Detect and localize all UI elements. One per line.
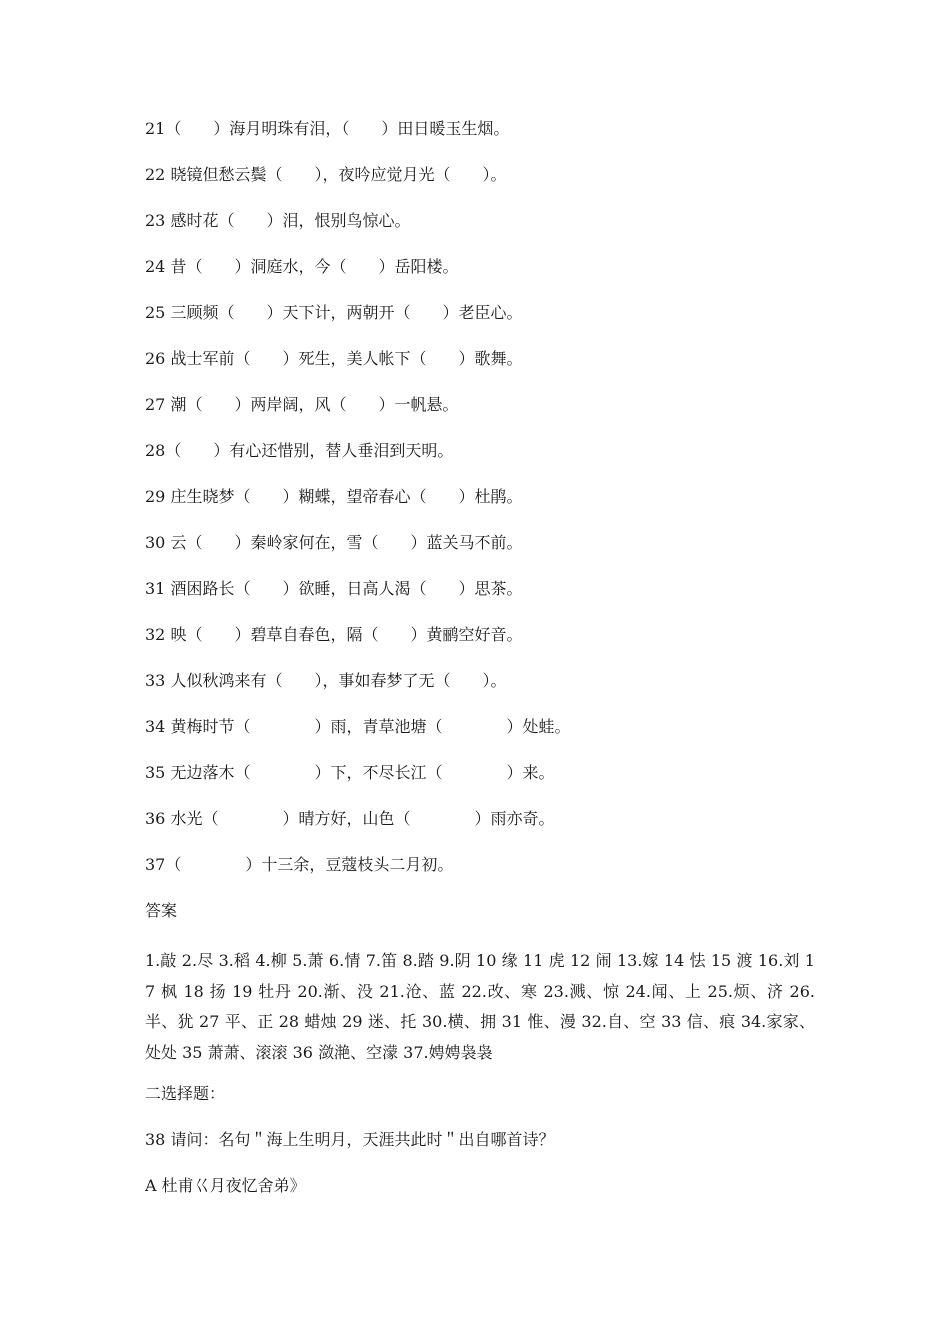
question-24: 24 昔（ ）洞庭水，今（ ）岳阳楼。 <box>145 257 459 276</box>
question-32: 32 映（ ）碧草自春色，隔（ ）黄鹂空好音。 <box>145 625 523 644</box>
question-27: 27 潮（ ）两岸阔，风（ ）一帆悬。 <box>145 395 459 414</box>
answers-heading: 答案 <box>145 901 178 920</box>
answers-paragraph: 1.敲 2.尽 3.稻 4.柳 5.萧 6.情 7.笛 8.踏 9.阴 10 缘 11 虎 12 闹 13.嫁 14 怯 15 渡 16.刘 17 枫 18 扬 19 牡丹 20.渐、没 21.沧、蓝 22.改、寒 23.溅、惊 24.闻、上 25.烦、济 26.半、犹 27 平、正 28 蜡烛 29 迷、托 30.横、拥 31 惟、漫 32.自、空 33 信、痕 34.家家、处处 35 萧萧、滚滚 36 潋滟、空濛 37.娉娉袅袅 <box>145 951 815 1062</box>
question-21: 21（ ）海月明珠有泪，（ ）田日暖玉生烟。 <box>145 119 510 138</box>
question-30: 30 云（ ）秦岭家何在，雪（ ）蓝关马不前。 <box>145 533 523 552</box>
question-26: 26 战士军前（ ）死生，美人帐下（ ）歌舞。 <box>145 349 523 368</box>
question-38: 38 请问：名句＂海上生明月，天涯共此时＂出自哪首诗？ <box>145 1130 555 1149</box>
question-35: 35 无边落木（ ）下，不尽长江（ ）来。 <box>145 763 555 782</box>
question-34: 34 黄梅时节（ ）雨，青草池塘（ ）处蛙。 <box>145 717 571 736</box>
question-22: 22 晓镜但愁云鬓（ ），夜吟应觉月光（ ）。 <box>145 165 507 184</box>
question-33: 33 人似秋鸿来有（ ），事如春梦了无（ ）。 <box>145 671 507 690</box>
question-36: 36 水光（ ）晴方好，山色（ ）雨亦奇。 <box>145 809 555 828</box>
question-37: 37（ ）十三余，豆蔻枝头二月初。 <box>145 855 454 874</box>
question-23: 23 感时花（ ）泪，恨别鸟惊心。 <box>145 211 411 230</box>
section-heading: 二选择题： <box>145 1084 226 1103</box>
question-25: 25 三顾频（ ）天下计，两朝开（ ）老臣心。 <box>145 303 523 322</box>
question-29: 29 庄生晓梦（ ）糊蝶，望帝春心（ ）杜鹃。 <box>145 487 523 506</box>
question-28: 28（ ）有心还惜别，替人垂泪到天明。 <box>145 441 454 460</box>
question-31: 31 酒困路长（ ）欲睡，日高人渴（ ）思茶。 <box>145 579 523 598</box>
option-a: A 杜甫巜月夜忆舍弟》 <box>145 1176 306 1195</box>
